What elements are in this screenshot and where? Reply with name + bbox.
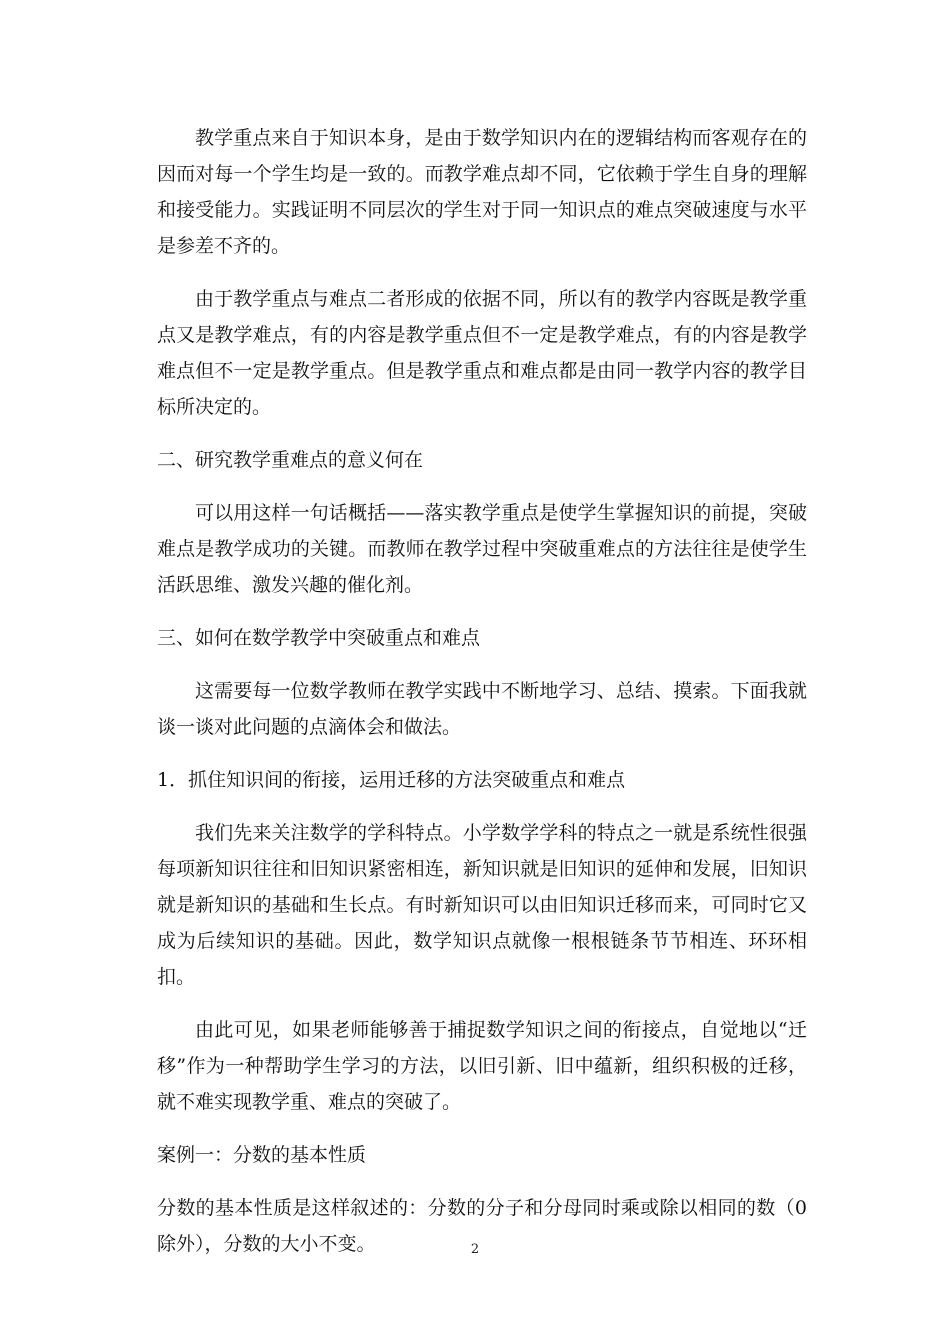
subsection-heading: 1．抓住知识间的衔接，运用迁移的方法突破重点和难点: [157, 769, 626, 791]
body-paragraph: 教学重点来自于知识本身，是由于数学知识内在的逻辑结构而客观存在的因而对每一个学生均是一致的。而教学难点却不同，它依赖于学生自身的理解和接受能力。实践证明不同层次的学生对于同一知识点的难点突破速度与水平是参差不齐的。: [157, 127, 807, 257]
body-paragraph: 分数的基本性质是这样叙述的：分数的分子和分母同时乘或除以相同的数（0除外），分数的大小不变。: [157, 1197, 807, 1255]
case-heading: 案例一：分数的基本性质: [157, 1144, 367, 1166]
body-paragraph: 我们先来关注数学的学科特点。小学数学学科的特点之一就是系统性很强每项新知识往往和旧知识紧密相连，新知识就是旧知识的延伸和发展，旧知识就是新知识的基础和生长点。有时新知识可以由旧知识迁移而来，可同时它又成为后续知识的基础。因此，数学知识点就像一根根链条节节相连、环环相扣。: [157, 822, 807, 988]
document-body: [157, 120, 807, 1262]
page-number: 2: [470, 1242, 480, 1257]
body-paragraph: 由此可见，如果老师能够善于捕捉数学知识之间的衔接点，自觉地以“迁移”作为一种帮助学生学习的方法，以旧引新、旧中蕴新，组织积极的迁移，就不难实现教学重、难点的突破了。: [157, 1019, 807, 1113]
section-heading: 二、研究教学重难点的意义何在: [157, 449, 424, 471]
body-paragraph: 由于教学重点与难点二者形成的依据不同，所以有的教学内容既是教学重点又是教学难点，有的内容是教学重点但不一定是教学难点，有的内容是教学难点但不一定是教学重点。但是教学重点和难点都是由同一教学内容的教学目标所决定的。: [157, 288, 807, 418]
section-heading: 三、如何在数学教学中突破重点和难点: [157, 627, 481, 649]
body-paragraph: 可以用这样一句话概括——落实教学重点是使学生掌握知识的前提，突破难点是教学成功的关键。而教师在教学过程中突破重难点的方法往往是使学生活跃思维、激发兴趣的催化剂。: [157, 502, 807, 596]
body-paragraph: 这需要每一位数学教师在教学实践中不断地学习、总结、摸索。下面我就谈一谈对此问题的点滴体会和做法。: [157, 680, 807, 738]
